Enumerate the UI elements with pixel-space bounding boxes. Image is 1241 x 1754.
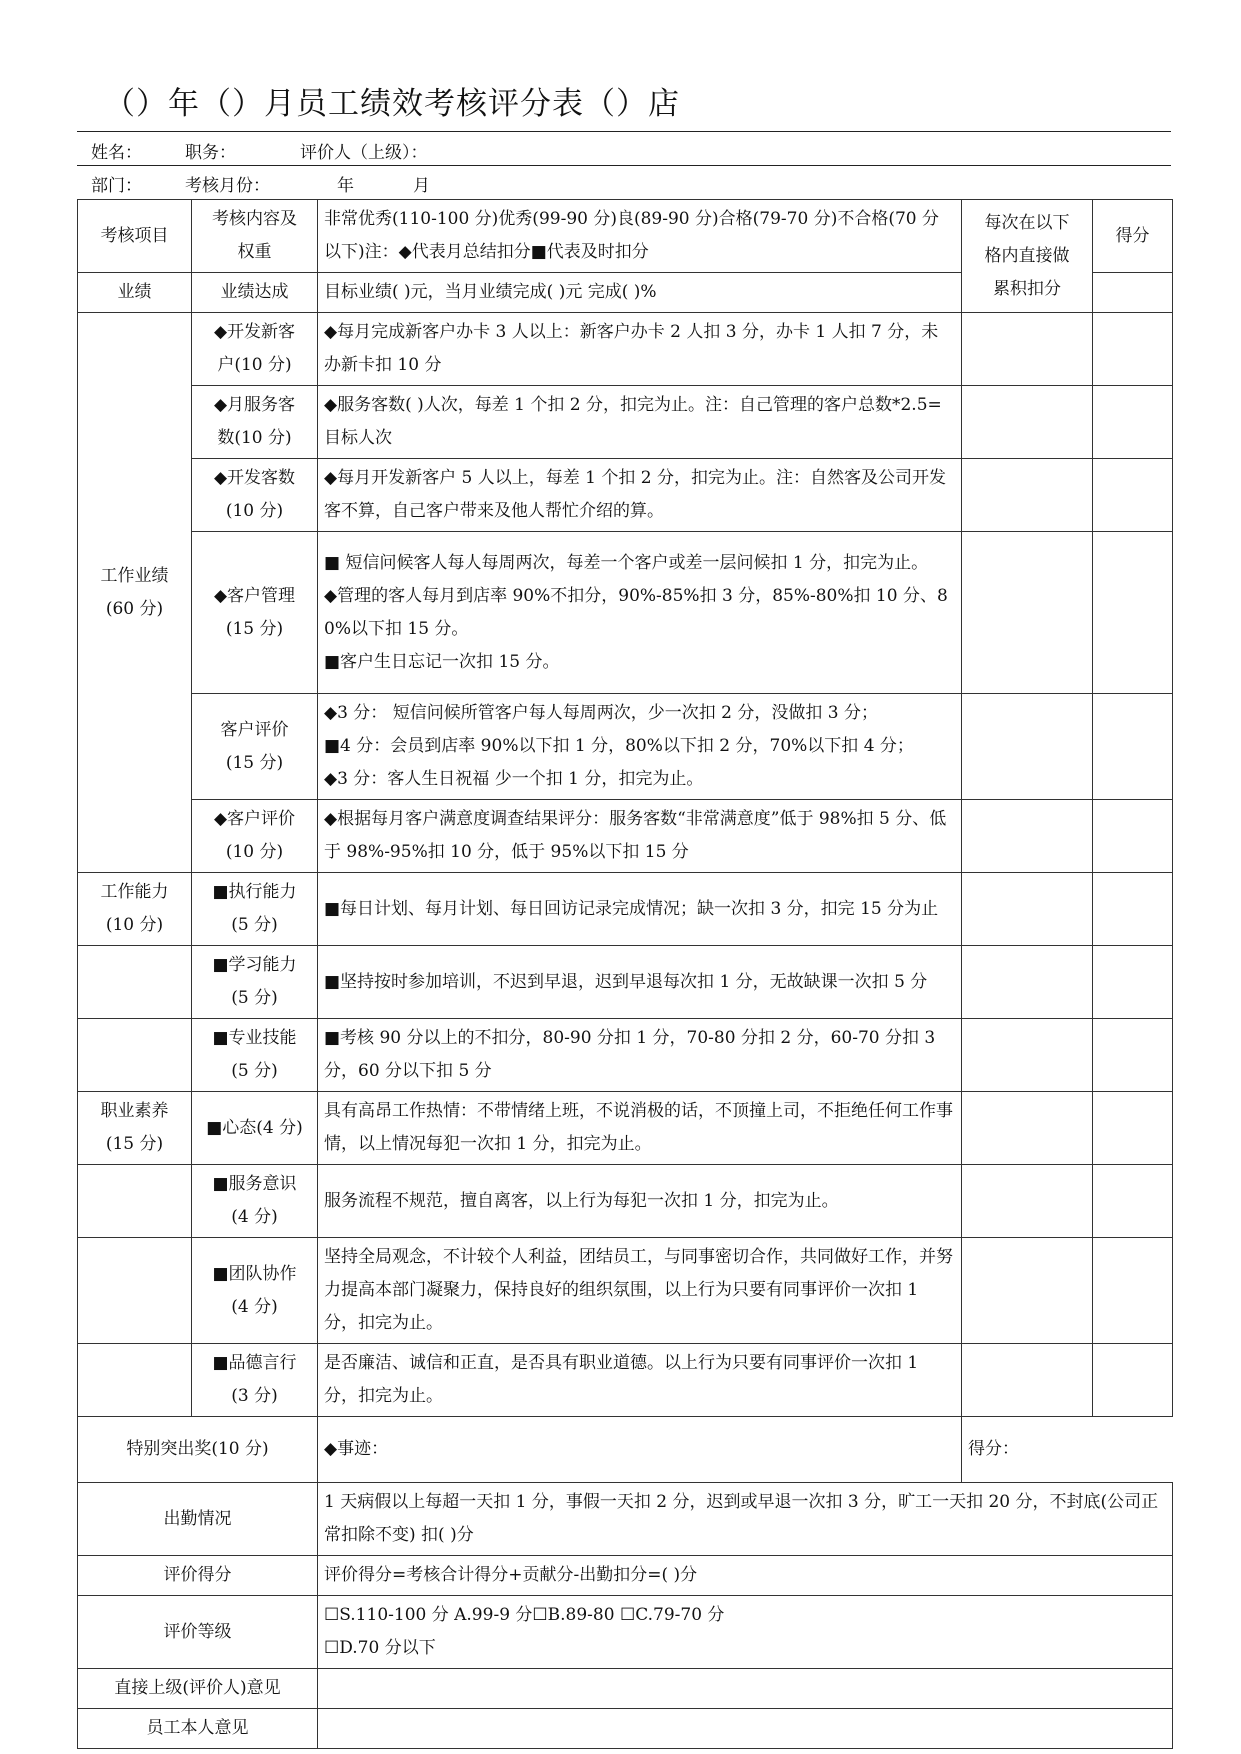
- item-name: ■团队协作 (4 分): [192, 1238, 318, 1344]
- item-criteria: ■ 短信问候客人每人每周两次，每差一个客户或差一层问候扣 1 分，扣完为止。 ◆管理的客人每月到店率 90%不扣分，90%-85%扣 3 分，85%-80%扣 10 分、80%以下扣 15 分。 ■客户生日忘记一次扣 15 分。: [318, 532, 962, 694]
- item-criteria: ■考核 90 分以上的不扣分，80-90 分扣 1 分，70-80 分扣 2 分，60-70 分扣 3 分，60 分以下扣 5 分: [318, 1019, 962, 1092]
- item-name: ◆客户管理 (15 分): [192, 532, 318, 694]
- score-cell[interactable]: [1093, 800, 1173, 873]
- score-cell[interactable]: [1093, 873, 1173, 946]
- item-criteria: ◆每月开发新客户 5 人以上，每差 1 个扣 2 分，扣完为止。注：自然客及公司开发客不算，自己客户带来及他人帮忙介绍的算。: [318, 459, 962, 532]
- item-criteria: 具有高昂工作热情：不带情绪上班，不说消极的话，不顶撞上司，不拒绝任何工作事情，以上情况每犯一次扣 1 分，扣完为止。: [318, 1092, 962, 1165]
- year-char: 年: [337, 176, 354, 196]
- item-criteria: ◆每月完成新客户办卡 3 人以上：新客户办卡 2 人扣 3 分，办卡 1 人扣 7 分，未办新卡扣 10 分: [318, 313, 962, 386]
- empty-cell: [78, 1165, 192, 1238]
- item-criteria: ◆服务客数( )人次，每差 1 个扣 2 分，扣完为止。注：自己管理的客户总数*2.5=目标人次: [318, 386, 962, 459]
- item-name: ■专业技能 (5 分): [192, 1019, 318, 1092]
- item-name: ■服务意识 (4 分): [192, 1165, 318, 1238]
- performance-content: 业绩达成: [192, 273, 318, 313]
- score-cell[interactable]: [1093, 313, 1173, 386]
- supervisor-opinion-label: 直接上级(评价人)意见: [78, 1669, 318, 1709]
- item-criteria: ■坚持按时参加培训，不迟到早退，迟到早退每次扣 1 分，无故缺课一次扣 5 分: [318, 946, 962, 1019]
- eval-grade-label: 评价等级: [78, 1596, 318, 1669]
- special-award-score[interactable]: 得分：: [962, 1417, 1173, 1483]
- col-header-score: 得分: [1093, 200, 1173, 273]
- attendance-label: 出勤情况: [78, 1483, 318, 1556]
- item-criteria: ◆根据每月客户满意度调查结果评分：服务客数“非常满意度”低于 98%扣 5 分、低于 98%-95%扣 10 分，低于 95%以下扣 15 分: [318, 800, 962, 873]
- deduct-cell[interactable]: [962, 1165, 1093, 1238]
- deduct-cell[interactable]: [962, 946, 1093, 1019]
- score-cell[interactable]: [1093, 1165, 1173, 1238]
- item-name: 客户评价 (15 分): [192, 694, 318, 800]
- item-name: ■学习能力 (5 分): [192, 946, 318, 1019]
- deduct-cell[interactable]: [962, 694, 1093, 800]
- employee-opinion-field[interactable]: [318, 1709, 1173, 1749]
- performance-criteria: 目标业绩( )元，当月业绩完成( )元 完成( )%: [318, 273, 962, 313]
- deduct-cell[interactable]: [962, 459, 1093, 532]
- score-cell[interactable]: [1093, 1019, 1173, 1092]
- col-header-item: 考核项目: [78, 200, 192, 273]
- divider: [77, 131, 1171, 132]
- score-cell[interactable]: [1093, 694, 1173, 800]
- score-cell[interactable]: [1093, 273, 1173, 313]
- item-name: ◆开发客数 (10 分): [192, 459, 318, 532]
- deduct-cell[interactable]: [962, 386, 1093, 459]
- dept-label: 部门：: [91, 176, 142, 196]
- empty-cell: [78, 946, 192, 1019]
- page-title: （）年（）月员工绩效考核评分表（）店: [104, 86, 680, 122]
- item-name: ◆月服务客 数(10 分): [192, 386, 318, 459]
- attendance-text: 1 天病假以上每超一天扣 1 分，事假一天扣 2 分，迟到或早退一次扣 3 分，旷工一天扣 20 分，不封底(公司正常扣除不变) 扣( )分: [318, 1483, 1173, 1556]
- score-cell[interactable]: [1093, 1238, 1173, 1344]
- item-criteria: ◆3 分： 短信问候所管客户每人每周两次，少一次扣 2 分，没做扣 3 分； ■4 分：会员到店率 90%以下扣 1 分，80%以下扣 2 分，70%以下扣 4 分； ◆3 分：客人生日祝福 少一个扣 1 分，扣完为止。: [318, 694, 962, 800]
- evaluation-table: [77, 199, 1173, 1749]
- special-award-deeds[interactable]: ◆事迹：: [318, 1417, 962, 1483]
- name-label: 姓名：: [91, 143, 142, 163]
- performance-item: 业绩: [78, 273, 192, 313]
- item-name: ◆开发新客 户(10 分): [192, 313, 318, 386]
- item-name: ■执行能力 (5 分): [192, 873, 318, 946]
- group-professionalism: 职业素养 (15 分): [78, 1092, 192, 1165]
- deduct-cell[interactable]: [962, 800, 1093, 873]
- month-char: 月: [413, 176, 430, 196]
- evaluator-label: 评价人（上级）：: [300, 143, 428, 163]
- deduct-cell[interactable]: [962, 1092, 1093, 1165]
- score-cell[interactable]: [1093, 532, 1173, 694]
- score-cell[interactable]: [1093, 386, 1173, 459]
- col-header-deduct: 每次在以下 格内直接做 累积扣分: [962, 200, 1093, 313]
- eval-grade-options[interactable]: ☐S.110-100 分 A.99-9 分☐B.89-80 ☐C.79-70 分 ☐D.70 分以下: [318, 1596, 1173, 1669]
- position-label: 职务：: [185, 143, 236, 163]
- item-criteria: 是否廉洁、诚信和正直，是否具有职业道德。以上行为只要有同事评价一次扣 1 分，扣完为止。: [318, 1344, 962, 1417]
- employee-opinion-label: 员工本人意见: [78, 1709, 318, 1749]
- col-header-criteria: 非常优秀(110-100 分)优秀(99-90 分)良(89-90 分)合格(79-70 分)不合格(70 分以下)注：◆代表月总结扣分■代表及时扣分: [318, 200, 962, 273]
- item-name: ■品德言行 (3 分): [192, 1344, 318, 1417]
- special-award-label: 特别突出奖(10 分): [78, 1417, 318, 1483]
- col-header-content: 考核内容及 权重: [192, 200, 318, 273]
- deduct-cell[interactable]: [962, 1238, 1093, 1344]
- divider: [77, 165, 1171, 166]
- deduct-cell[interactable]: [962, 1019, 1093, 1092]
- item-criteria: 坚持全局观念，不计较个人利益，团结员工，与同事密切合作，共同做好工作，并努力提高本部门凝聚力，保持良好的组织氛围，以上行为只要有同事评价一次扣 1 分，扣完为止。: [318, 1238, 962, 1344]
- item-criteria: ■每日计划、每月计划、每日回访记录完成情况；缺一次扣 3 分，扣完 15 分为止: [318, 873, 962, 946]
- deduct-cell[interactable]: [962, 313, 1093, 386]
- supervisor-opinion-field[interactable]: [318, 1669, 1173, 1709]
- score-cell[interactable]: [1093, 1092, 1173, 1165]
- score-cell[interactable]: [1093, 1344, 1173, 1417]
- item-name: ■心态(4 分): [192, 1092, 318, 1165]
- empty-cell: [78, 1238, 192, 1344]
- deduct-cell[interactable]: [962, 532, 1093, 694]
- empty-cell: [78, 1019, 192, 1092]
- deduct-cell[interactable]: [962, 873, 1093, 946]
- eval-score-text: 评价得分=考核合计得分+贡献分-出勤扣分=( )分: [318, 1556, 1173, 1596]
- score-cell[interactable]: [1093, 946, 1173, 1019]
- item-name: ◆客户评价 (10 分): [192, 800, 318, 873]
- item-criteria: 服务流程不规范，擅自离客，以上行为每犯一次扣 1 分，扣完为止。: [318, 1165, 962, 1238]
- deduct-cell[interactable]: [962, 1344, 1093, 1417]
- month-label: 考核月份：: [185, 176, 270, 196]
- group-work-ability: 工作能力 (10 分): [78, 873, 192, 946]
- group-work-performance: 工作业绩 (60 分): [78, 313, 192, 873]
- empty-cell: [78, 1344, 192, 1417]
- score-cell[interactable]: [1093, 459, 1173, 532]
- eval-score-label: 评价得分: [78, 1556, 318, 1596]
